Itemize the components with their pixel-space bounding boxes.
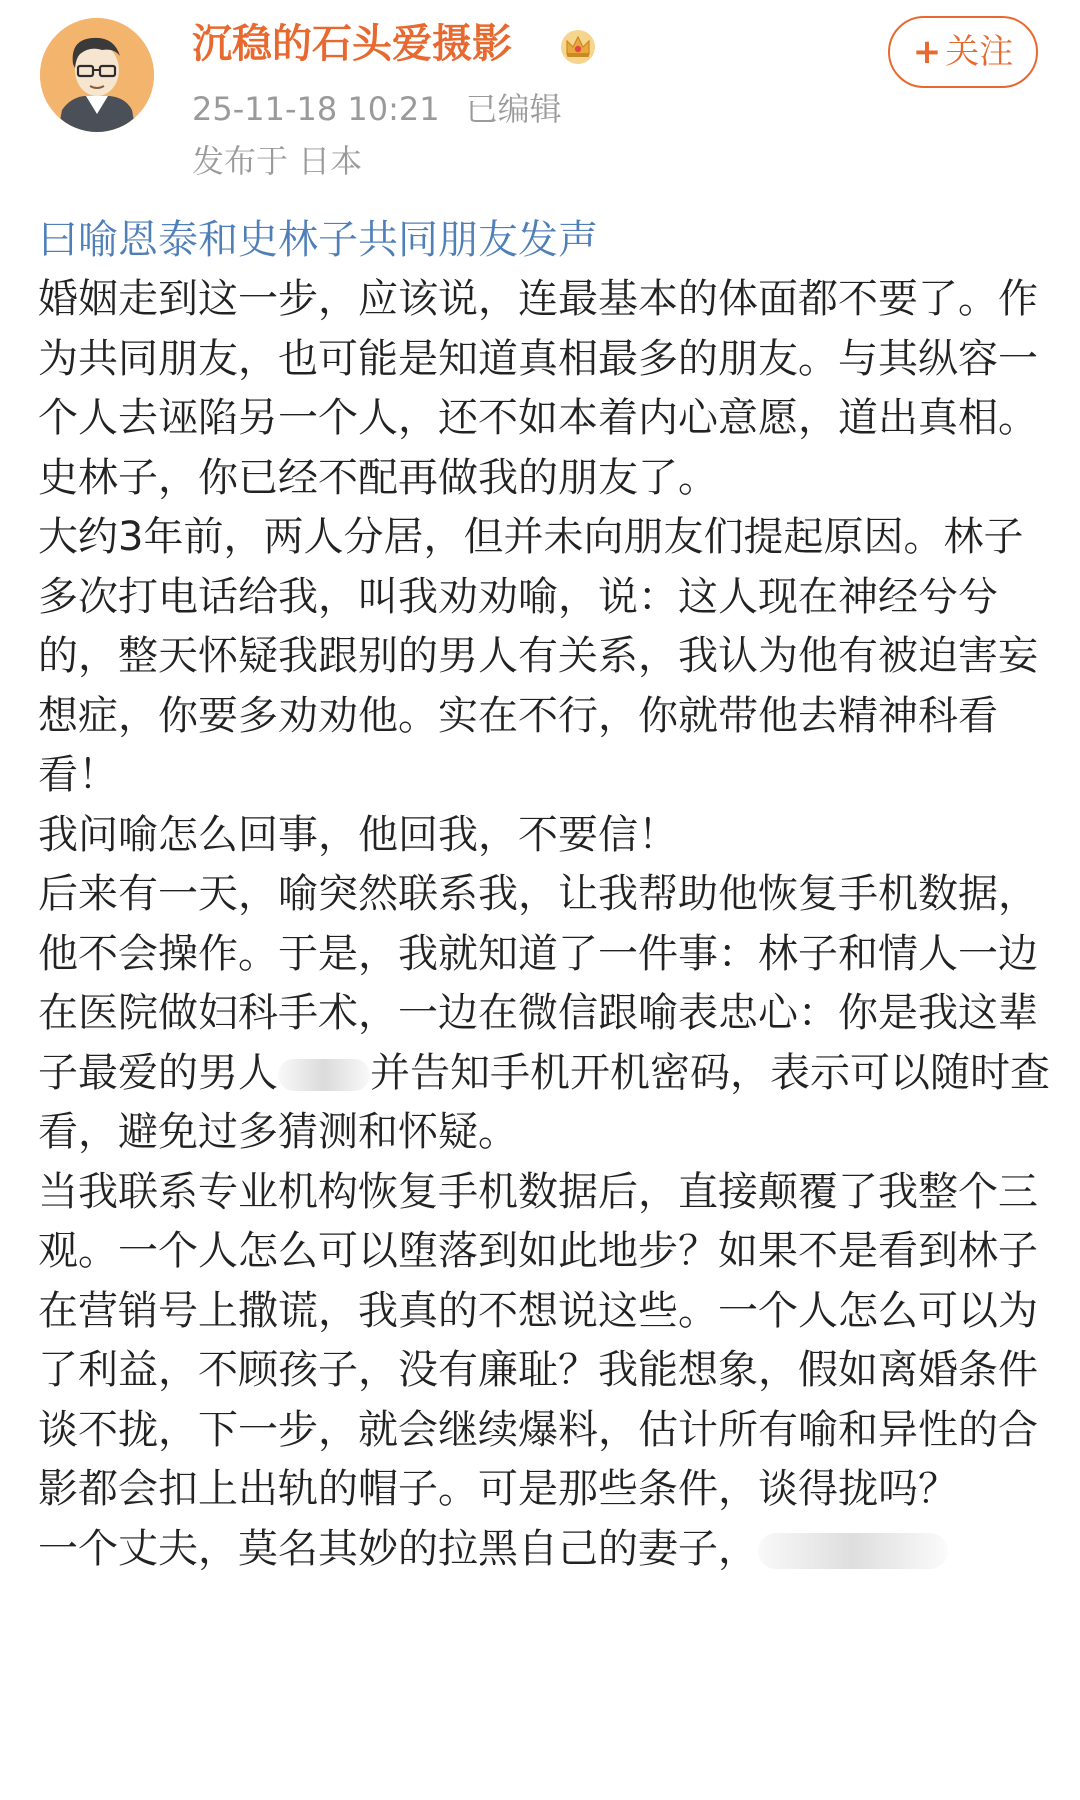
paragraph-5-text-after: 并告知手机开机密码，表示可以随时查看，避免过多猜测和怀疑。 — [38, 1049, 1050, 1155]
post-location: 发布于 日本 — [192, 142, 363, 180]
avatar[interactable] — [40, 18, 154, 132]
post-headline: 曰喻恩泰和史林子共同朋友发声 — [38, 217, 598, 263]
post-timestamp: 25-11-18 10:21 — [192, 90, 440, 128]
blurred-emoji — [278, 1059, 370, 1091]
paragraph-2: 史林子，你已经不配再做我的朋友了。 — [38, 454, 718, 501]
paragraph-1: 婚姻走到这一步，应该说，连最基本的体面都不要了。作为共同朋友，也可能是知道真相最多的朋友。与其纵容一个人去诬陷另一个人，还不如本着内心意愿，道出真相。 — [38, 276, 1038, 441]
avatar-illustration-icon — [40, 18, 154, 132]
plus-icon: + — [912, 32, 942, 72]
paragraph-6: 当我联系专业机构恢复手机数据后，直接颠覆了我整个三观。一个人怎么可以堕落到如此地步？如果不是看到林子在营销号上撒谎，我真的不想说这些。一个人怎么可以为了利益，不顾孩子，没有廉耻？我能想象，假如离婚条件谈不拢，下一步，就会继续爆料，估计所有喻和异性的合影都会扣上出轨的帽子。可是那些条件，谈得拢吗？ — [38, 1168, 1038, 1512]
post-header — [0, 0, 1080, 185]
post-content — [0, 210, 1080, 1579]
paragraph-4: 我问喻怎么回事，他回我，不要信！ — [38, 811, 678, 858]
paragraph-5 — [38, 865, 1050, 1163]
paragraph-7 — [38, 1520, 1050, 1580]
blurred-trailing-content — [758, 1533, 948, 1569]
post-meta — [192, 88, 562, 130]
edited-label[interactable]: 已编辑 — [465, 90, 562, 128]
follow-button[interactable] — [888, 16, 1038, 88]
paragraph-3: 大约3年前，两人分居，但并未向朋友们提起原因。林子多次打电话给我，叫我劝劝喻，说：这人现在神经兮兮的，整天怀疑我跟别的男人有关系，我认为他有被迫害妄想症，你要多劝劝他。实在不行，你就带他去精神科看看！ — [38, 514, 1038, 798]
crown-icon — [558, 26, 598, 66]
author-name[interactable]: 沉稳的石头爱摄影 — [192, 21, 512, 67]
follow-label: 关注 — [945, 32, 1014, 72]
paragraph-5-text-before: 后来有一天，喻突然联系我，让我帮助他恢复手机数据，他不会操作。于是，我就知道了一件事：林子和情人一边在医院做妇科手术，一边在微信跟喻表忠心：你是我这辈子最爱的男人 — [38, 871, 1038, 1096]
paragraph-7-text: 一个丈夫，莫名其妙的拉黑自己的妻子， — [38, 1525, 758, 1572]
